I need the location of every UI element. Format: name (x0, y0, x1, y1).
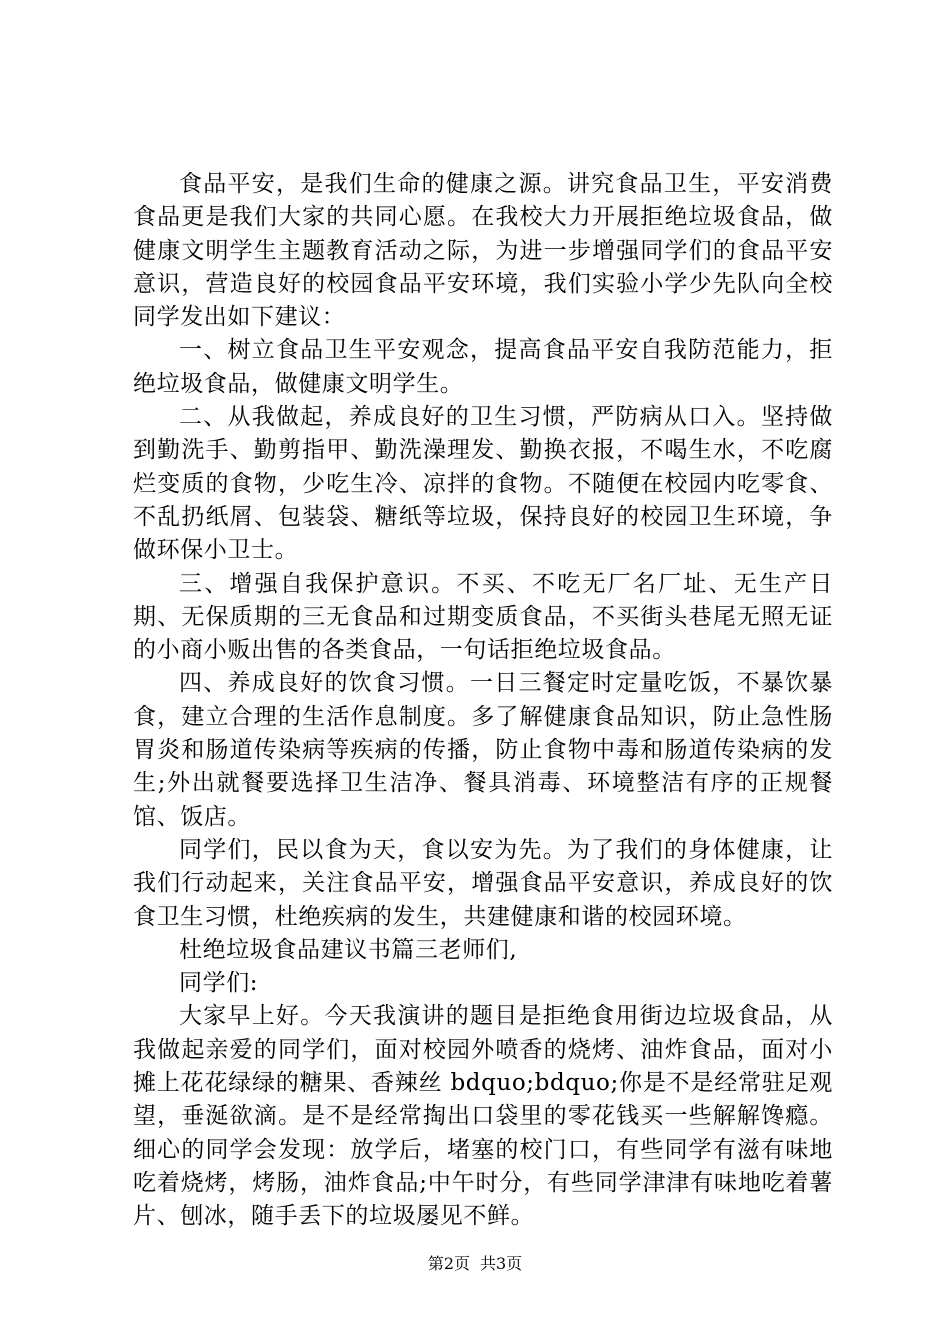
paragraph-point-3: 三、增强自我保护意识。不买、不吃无厂名厂址、无生产日期、无保质期的三无食品和过期变质食品，不买街头巷尾无照无证的小商小贩出售的各类食品，一句话拒绝垃圾食品。 (133, 570, 833, 664)
paragraph-point-2: 二、从我做起，养成良好的卫生习惯，严防病从口入。坚持做到勤洗手、勤剪指甲、勤洗澡理发、勤换衣报，不喝生水，不吃腐烂变质的食物，少吃生冷、凉拌的食物。不随便在校园内吃零食、不乱扔纸屑、包装袋、糖纸等垃圾，保持良好的校园卫生环境，争做环保小卫士。 (133, 404, 833, 564)
paragraph-section-title: 杜绝垃圾食品建议书篇三老师们, (179, 936, 518, 963)
paragraph-intro: 食品平安，是我们生命的健康之源。讲究食品卫生，平安消费食品更是我们大家的共同心愿。在我校大力开展拒绝垃圾食品，做健康文明学生主题教育活动之际，为进一步增强同学们的食品平安意识，营造良好的校园食品平安环境，我们实验小学少先队向全校同学发出如下建议： (133, 171, 833, 331)
paragraph-point-4: 四、养成良好的饮食习惯。一日三餐定时定量吃饭，不暴饮暴食，建立合理的生活作息制度。多了解健康食品知识，防止急性肠胃炎和肠道传染病等疾病的传播，防止食物中毒和肠道传染病的发生;外出就餐要选择卫生洁净、餐具消毒、环境整洁有序的正规餐馆、饭店。 (133, 670, 833, 830)
paragraph-speech: 大家早上好。今天我演讲的题目是拒绝食用街边垃圾食品，从我做起亲爱的同学们，面对校园外喷香的烧烤、油炸食品，面对小摊上花花绿绿的糖果、香辣丝 bdquo;bdquo;你是不是经常驻足观望，垂涎欲滴。是不是经常掏出口袋里的零花钱买一些解解馋瘾。细心的同学会发现：放学后，堵塞的校门口，有些同学有滋有味地吃着烧烤，烤肠，油炸食品;中午时分，有些同学津津有味地吃着薯片、刨冰，随手丢下的垃圾屡见不鲜。 (133, 1003, 833, 1230)
paragraph-closing: 同学们，民以食为天，食以安为先。为了我们的身体健康，让我们行动起来，关注食品平安，增强食品平安意识，养成良好的饮食卫生习惯，杜绝疾病的发生，共建健康和谐的校园环境。 (133, 836, 833, 930)
page-footer (0, 1254, 950, 1274)
page-number: 第2页 (427, 1254, 470, 1273)
page-total: 共3页 (480, 1254, 523, 1273)
paragraph-salutation: 同学们: (179, 970, 259, 997)
document-body (133, 168, 833, 1234)
paragraph-point-1: 一、树立食品卫生平安观念，提高食品平安自我防范能力，拒绝垃圾食品，做健康文明学生。 (133, 337, 833, 397)
